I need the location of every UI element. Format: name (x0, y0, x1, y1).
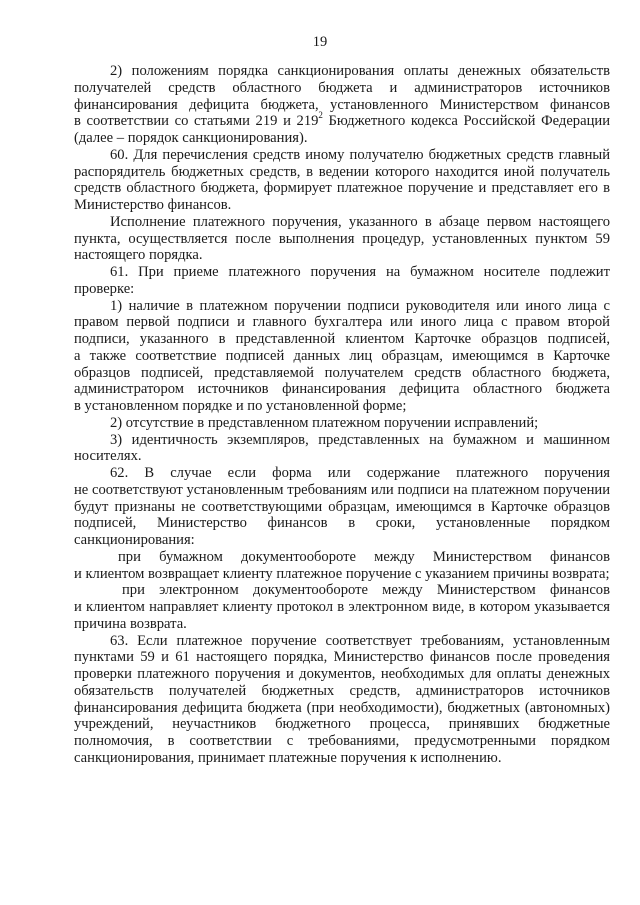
paragraph-61-item-3: 3) идентичность экземпляров, представленных на бумажном и машинном носителях. (74, 431, 610, 465)
page-number: 19 (312, 34, 328, 50)
document-body (74, 63, 610, 767)
paragraph-63: 63. Если платежное поручение соответствует требованиям, установленным пунктами 59 и 61 настоящего порядка, Министерство финансов после проведения проверки платежного поручения и документов, необходимых для оплаты денежных обязательств получателей бюджетных средств, администраторов источников финансирования дефицита бюджета (при необходимости), бюджетных (автономных) учреждений, неучастников бюджетного процесса, принявших бюджетные полномочия, в соответствии с требованиями, предусмотренными порядком санкционирования, принимает платежные поручения к исполнению. (74, 632, 610, 766)
paragraph-61: 61. При приеме платежного поручения на бумажном носителе подлежит проверке: (74, 264, 610, 297)
paragraph-60: 60. Для перечисления средств иному получателю бюджетных средств главный распорядитель бюджетных средств, в ведении которого находится иной получатель средств областного бюджета, формирует платежное поручение и представляет его в Министерство финансов. (74, 146, 610, 213)
paragraph-62-paper: при бумажном документообороте между Министерством финансов и клиентом возвращает клиенту платежное поручение с указанием причины возврата; (74, 548, 610, 582)
paragraph-62: 62. В случае если форма или содержание платежного поручения не соответствуют установленным требованиям или подписи на платежном поручении будут признаны не соответствующими образцам, имеющимся в Карточке образцов подписей, Министерство финансов в сроки, установленные порядком санкционирования: (74, 465, 610, 548)
paragraph-text-tail: Бюджетного кодекса Российской Федерации (далее – порядок санкционирования). (74, 113, 611, 146)
paragraph-text: 2) положениям порядка санкционирования оплаты денежных обязательств получателей средств областного бюджета и администраторов источников финансирования дефицита бюджета, установленного Министерством финансов в соответствии со статьями 219 и 219 (74, 63, 610, 130)
paragraph-61-item-1: 1) наличие в платежном поручении подписи руководителя или иного лица с правом первой подписи и главного бухгалтера или иного лица с правом второй подписи, указанного в представленной клиентом Карточке образцов подписей, а также соответствие подписей данных лиц образцам, имеющимся в Карточке образцов подписей, представляемой получателем средств областного бюджета, администратором источников финансирования дефицита областного бюджета в установленном порядке и по установленной форме; (74, 297, 610, 414)
paragraph-61-item-2: 2) отсутствие в представленном платежном поручении исправлений; (110, 414, 539, 431)
paragraph-60-execution: Исполнение платежного поручения, указанного в абзаце первом настоящего пункта, осуществляется после выполнения процедур, установленных пунктом 59 настоящего порядка. (74, 213, 610, 264)
paragraph-62-electronic: при электронном документообороте между Министерством финансов и клиентом направляет клиенту протокол в электронном виде, в котором указывается причина возврата. (74, 582, 610, 632)
paragraph-item-2 (74, 63, 610, 147)
superscript: 2 (318, 110, 323, 121)
